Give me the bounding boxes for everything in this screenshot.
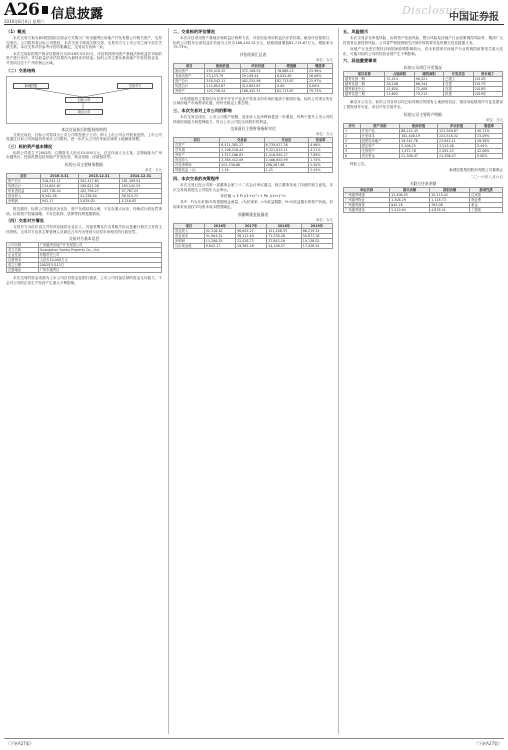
table-cell: 98,521 xyxy=(414,77,443,82)
table-cell: 6,025.65 xyxy=(275,73,307,78)
related-party-table xyxy=(343,187,503,213)
table-header-cell: 评估价值 xyxy=(240,63,275,68)
heading: （1）概况 xyxy=(6,29,26,34)
table-cell: 26.06% xyxy=(307,73,332,78)
paragraph: 本次交易已经公司第一届董事会第三十二次会议审议通过，独立董事发表了同意的独立意见。本次交易尚需提交公司股东大会审议。 xyxy=(173,183,333,192)
table-cell: 广州越秀商管 xyxy=(344,203,390,208)
table-cell: 有限责任公司 xyxy=(38,253,161,258)
table-header-cell: 单位名称 xyxy=(344,188,390,193)
table-caption: 标的公司项目开发情况 xyxy=(404,65,442,71)
table-cell: 固定资产 xyxy=(360,143,399,148)
table-unit: 单位：万元 xyxy=(316,217,333,222)
table-cell: 1,306.29 xyxy=(390,198,430,203)
table-cell: 11,206.35 xyxy=(204,238,235,243)
counterparty-table xyxy=(6,242,162,273)
table-cell: 1,315,166.83 xyxy=(220,153,264,158)
table-caption: 标的公司主要财务数据 xyxy=(65,161,103,167)
table-header-cell: 增值率 xyxy=(307,63,332,68)
dateline: 2016年8月6日 星期六 xyxy=(4,19,45,24)
table-cell: 76,688.22 xyxy=(275,68,307,73)
table-cell: 1.21 xyxy=(264,168,308,173)
paragraph: 本次交易标的资产的评估基准日为2016年3月31日，评估机构采用资产基础法和收益法对标的资产进行评估，并以收益法评估结果作为最终评估结论。标的公司主要从事房地产开发经营业务，开发项目位于广州市核心区域。 xyxy=(6,51,162,65)
table-cell: 24,692 xyxy=(385,92,414,97)
table-cell: 2018年 xyxy=(473,87,502,92)
heading: 五、风险提示 xyxy=(343,29,369,34)
table-cell: 58,112.49 xyxy=(235,233,266,238)
table-cell: 营业收入 xyxy=(174,158,220,163)
table-header-cell: 交易前 xyxy=(220,138,264,143)
table-cell: 2.50% xyxy=(309,163,333,168)
table-unit: 单位：万元 xyxy=(145,167,162,172)
table-cell: 自由现金流 xyxy=(174,243,205,248)
heading: （四）交易对方情况 xyxy=(6,218,44,224)
table-row xyxy=(174,168,333,173)
table-cell: 21,306.47 xyxy=(438,153,476,158)
table-cell: 公司名称 xyxy=(7,243,39,248)
table-cell: 17,428.91 xyxy=(301,243,332,248)
table-cell: 2 xyxy=(344,133,361,138)
column-3 xyxy=(343,28,503,734)
table-header-cell: 资产名称 xyxy=(360,123,399,128)
table-cell: 71,530.26 xyxy=(267,233,302,238)
table-cell: 5,106,218.44 xyxy=(220,148,264,153)
table-cell: 1.74% xyxy=(309,158,333,163)
table-cell: 41,238.90 xyxy=(78,193,120,198)
table-cell: 3.44% xyxy=(475,143,502,148)
table-cell: 8,542.36 xyxy=(40,193,78,198)
table-cell: 6,421,385.27 xyxy=(220,143,264,148)
table-header-cell: 项目 xyxy=(174,63,205,68)
masthead xyxy=(4,2,504,24)
table-header-cell: 序号 xyxy=(344,123,361,128)
paragraph: 标的公司成立于2003年，注册资本人民币10,000万元，法定代表人为王某，注册地址为广州市越秀区，经营范围包括房地产开发经营、物业管理、房屋租赁等。 xyxy=(6,150,162,160)
table-cell: 4,216.83 xyxy=(120,198,162,203)
table-cell: 36,519.72 xyxy=(120,193,162,198)
table-cell: 4.21% xyxy=(309,148,333,153)
table-cell: 2,406,650.99 xyxy=(264,158,308,163)
table-cell: 121,408.33 xyxy=(267,228,302,233)
table-cell: 1,418,905.27 xyxy=(264,153,308,158)
diagram-box: 交易对方 xyxy=(117,83,153,89)
table-cell: 负债合计 xyxy=(174,83,205,88)
table-cell: 投资性房地产 xyxy=(360,138,399,143)
paragraph: 截至本公告日，标的公司各项目均已取得相应的国有土地使用权证、建设用地规划许可证及建设工程规划许可证，项目开发手续齐全。 xyxy=(343,100,503,109)
valuation-formula: 评估值 = Σ Fi /(1+r)^i + Pn /(1+r)^n xyxy=(220,194,286,199)
table-cell: 注册地址 xyxy=(7,268,39,273)
table-cell: 1,472.78 xyxy=(400,148,438,153)
table-cell: 成立日期 xyxy=(7,263,39,268)
projects-table xyxy=(343,71,503,97)
table-cell: 0.00% xyxy=(475,153,502,158)
table-caption: 交易对方基本信息 xyxy=(68,236,100,242)
table-cell: 28.58% xyxy=(475,138,502,143)
column-1 xyxy=(6,28,162,734)
table-header-cell: 2015.12.31 xyxy=(78,173,120,178)
table-cell: 206,567.68 xyxy=(264,163,308,168)
valuation-table xyxy=(173,63,333,94)
table-cell: 19,136.02 xyxy=(301,238,332,243)
table-cell: 281,309.54 xyxy=(120,178,162,183)
table-header-cell: 开发状态 xyxy=(444,72,473,77)
table-cell: 22,418.73 xyxy=(235,238,266,243)
table-header-cell: 项目 xyxy=(7,173,41,178)
table-caption: 交易前后主要财务指标对比 xyxy=(230,126,276,132)
table-cell: 在建 xyxy=(444,82,473,87)
table-cell: 2019年 xyxy=(473,92,502,97)
table-cell: 201,538.66 xyxy=(220,163,264,168)
table-cell: 2,092.25 xyxy=(438,148,476,153)
table-cell: 无形资产 xyxy=(360,148,399,153)
table-cell: 总资产 xyxy=(174,143,220,148)
table-row xyxy=(344,153,503,158)
table-header-cell: 2017年 xyxy=(235,223,266,228)
table-cell: 营业成本 xyxy=(174,233,205,238)
table-cell: 2017年 xyxy=(473,82,502,87)
table-cell: 182,406.19 xyxy=(400,133,438,138)
table-cell: 4.96% xyxy=(309,143,333,148)
table-cell: 21,306.47 xyxy=(400,153,438,158)
paragraph: 本次评估采用资产基础法和收益法两种方法，评估结论采用收益法评估结果。截至评估基准日，标的公司股东全部权益评估值为人民币186,452.31万元，较账面值增值82,713.87万元，增值率为79.73%。 xyxy=(173,36,333,50)
top-rule xyxy=(4,24,504,25)
table-header-cell: 评估价值 xyxy=(438,123,476,128)
table-cell: 121,309.87 xyxy=(438,128,476,133)
column-2 xyxy=(173,28,333,734)
table-row xyxy=(344,92,503,97)
table-cell: 0.00% xyxy=(307,83,332,88)
table-cell: 372,106.54 xyxy=(240,68,275,73)
paragraph: 报告期内，标的公司经营状况良好，资产负债结构合理，不存在重大诉讼、仲裁或行政处罚事项。标的资产权属清晰，不存在抵押、质押等权利受限情形。 xyxy=(6,206,162,216)
table-cell: 79.73% xyxy=(307,88,332,93)
table-header-cell: 项目名称 xyxy=(344,72,385,77)
table-unit: 单位：万元 xyxy=(316,132,333,137)
table-cell: 86,215.43 xyxy=(400,128,438,133)
table-cell: 9,842.17 xyxy=(204,243,235,248)
forecast-table xyxy=(173,223,333,249)
table-cell: 5,321,022.11 xyxy=(264,148,308,153)
table-caption: 预测期现金流量表 xyxy=(237,211,269,217)
table-cell: 15,820 xyxy=(385,87,414,92)
paragraph: 特此公告。 xyxy=(350,161,368,166)
diagram-connectors xyxy=(7,77,161,123)
column-divider xyxy=(168,28,169,734)
table-cell: 1 xyxy=(344,128,361,133)
table-caption: 评估结果汇总表 xyxy=(239,51,267,57)
table-cell: 负债合计 xyxy=(7,183,41,188)
paragraph: 房地产行业受宏观经济和国家政策影响较大，若未来国家对房地产行业的调控政策发生重大变化，可能对标的公司的经营业绩产生不利影响。 xyxy=(343,47,503,56)
heading: 六、其他重要事项 xyxy=(343,58,377,64)
paragraph: 本次交易完成后，上市公司资产规模、营业收入及净利润将进一步增加，有利于提升上市公司的持续经营能力和盈利能力，符合上市公司及全体股东的利益。 xyxy=(173,114,333,124)
table-cell: 2014年 xyxy=(473,77,502,82)
table-header-cell: 2016年 xyxy=(204,223,235,228)
paragraph: 本次交易方案为新城控股拟以现金方式购买广州市越秀区房地产开发有限公司相关资产，交易完成后，公司将持有目标公司股权，本次交易不构成关联交易，交易对方与上市公司之间不存在关联关系。本次交易对价参考评估结果确定，交易双方协商一致。 xyxy=(6,36,162,50)
table-cell: 工程款 xyxy=(470,208,503,213)
table-cell: 31,904.22 xyxy=(204,233,235,238)
table-cell: 23,842.11 xyxy=(438,138,476,143)
table-cell: 4 xyxy=(344,143,361,148)
table-cell: 3,215.08 xyxy=(438,143,476,148)
table-cell: 10,215.42 xyxy=(430,193,470,198)
table-cell: 103,738.44 xyxy=(205,88,240,93)
financial-table xyxy=(6,173,162,204)
table-cell: 186,452.31 xyxy=(240,88,275,93)
table-cell: 199,621.38 xyxy=(78,183,120,188)
table-header-cell: 期初余额 xyxy=(430,188,470,193)
table-cell: 18,542.76 xyxy=(400,138,438,143)
page-number: A26 xyxy=(4,0,40,20)
paragraph: 交易对方为依法设立并有效存续的企业法人，具备签署本次交易相关协议及履行相关义务的主体资格。交易对方及其主要管理人员最近五年内未受到与证券市场相关的行政处罚。 xyxy=(6,225,162,234)
table-cell: 广州越秀城建 xyxy=(344,193,390,198)
table-cell: 越秀花园一期 xyxy=(344,77,385,82)
table-header-cell: 2014.12.31 xyxy=(120,173,162,178)
table-row xyxy=(7,198,162,203)
table-header-cell: 项目 xyxy=(174,138,220,143)
table-header-cell: 建筑面积 xyxy=(414,72,443,77)
table-cell: 842.16 xyxy=(390,203,430,208)
table-cell: 98,645.27 xyxy=(235,228,266,233)
table-cell: 3,108.25 xyxy=(400,143,438,148)
table-cell: 2.54% xyxy=(309,168,333,173)
table-cell: 流动资产 xyxy=(174,68,205,73)
table-cell: 82,713.87 xyxy=(275,88,307,93)
comparison-table xyxy=(173,137,333,173)
table-cell: 营业收入 xyxy=(7,193,41,198)
table-cell: 2003年5月12日 xyxy=(38,263,161,268)
table-header-cell: 增值额 xyxy=(275,63,307,68)
table-cell: 24,108.57 xyxy=(267,243,302,248)
paragraph: 本次交易的资金来源为上市公司自有资金及银行借款，上市公司具备足够的资金支付能力，不会对公司的正常生产经营产生重大不利影响。 xyxy=(6,276,162,285)
table-cell: 往来款 xyxy=(470,193,503,198)
table-cell: 4,876.51 xyxy=(430,208,470,213)
paragraph: 评估增值的主要原因为存货中开发产品及开发成本的市场价值高于账面价值。标的公司项目所在区域房地产市场需求旺盛，房价呈稳定上涨态势。 xyxy=(173,96,333,106)
table-header-cell: 增值率 xyxy=(475,123,502,128)
table-cell: 19,365.28 xyxy=(235,243,266,248)
table-cell: 42.06% xyxy=(475,148,502,153)
heading: （三）标的资产基本情况 xyxy=(6,143,53,149)
table-cell: 6 xyxy=(344,153,361,158)
table-cell: 214,803.67 xyxy=(205,83,240,88)
table-cell: 12,408.55 xyxy=(390,193,430,198)
table-cell: 越秀花园三期 xyxy=(344,92,385,97)
table-cell: 物业费 xyxy=(470,198,503,203)
table-cell: 货币资金 xyxy=(360,153,399,158)
heading: 四、本次交易的决策程序 xyxy=(173,176,220,182)
table-cell: 97,767.25 xyxy=(120,188,162,193)
diagram-box: 新城控股 xyxy=(13,83,49,89)
table-header-cell: 2019年 xyxy=(301,223,332,228)
signature-line: 新城控股集团股份有限公司董事会 xyxy=(449,168,503,173)
table-cell: 224,518.32 xyxy=(438,133,476,138)
table-cell: 企业性质 xyxy=(7,253,39,258)
heading: （二）交易结构 xyxy=(6,67,36,73)
table-cell: 租金 xyxy=(470,203,503,208)
table-header-cell: 期末余额 xyxy=(390,188,430,193)
table-cell: 79,215 xyxy=(414,92,443,97)
table-cell: 开发成本 xyxy=(360,133,399,138)
table-cell: 295,418.32 xyxy=(205,68,240,73)
table-unit: 单位：万元 xyxy=(316,57,333,62)
table-row xyxy=(7,268,162,273)
table-cell: 214,803.67 xyxy=(240,83,275,88)
table-header-cell: 变动率 xyxy=(309,138,333,143)
table-header-cell: 占地面积 xyxy=(385,72,414,77)
table-cell: 英文名称 xyxy=(7,248,39,253)
table-cell: 非流动资产 xyxy=(174,73,205,78)
table-cell: 7.89% xyxy=(309,153,333,158)
paragraph: 其中：Fi为未来第i年的预期现金流量，r为折现率，n为收益期限，Pn为收益期末的资产价值。折现率采用加权平均资本成本模型确定。 xyxy=(173,200,333,209)
diagram-box: 目标公司 xyxy=(65,97,103,103)
table-header-cell: 项目 xyxy=(174,223,205,228)
table-header-cell: 交易后 xyxy=(264,138,308,143)
table-cell: 广州市越秀区 xyxy=(38,268,161,273)
table-cell: 6,739,927.38 xyxy=(264,143,308,148)
table-cell: 28,106 xyxy=(385,82,414,87)
table-cell: 资产总计 xyxy=(174,78,205,83)
table-cell: 942.17 xyxy=(40,198,78,203)
disclosure-label: Disclosure xyxy=(402,4,466,17)
structure-diagram xyxy=(6,76,162,124)
date-line: 二〇一六年八月六日 xyxy=(470,174,503,179)
table-cell: 86,344 xyxy=(414,82,443,87)
table-cell: 拟建 xyxy=(444,92,473,97)
section-title: 信息披露 xyxy=(51,7,104,22)
table-cell: 越秀花园二期 xyxy=(344,82,385,87)
table-cell: 归母净利润 xyxy=(174,163,220,168)
table-cell: 净利润 xyxy=(174,238,205,243)
continuation-note: （下转A27版） xyxy=(474,741,502,746)
table-cell: 1.18 xyxy=(220,168,264,173)
table-cell: 25.96% xyxy=(307,68,332,73)
table-cell: 3 xyxy=(344,138,361,143)
table-cell: 营业收入 xyxy=(174,228,205,233)
table-cell: 23.09% xyxy=(475,133,502,138)
column-divider xyxy=(338,28,339,734)
table-header-cell: 账面价值 xyxy=(400,123,438,128)
table-row xyxy=(174,88,333,93)
table-cell: 0.00 xyxy=(275,83,307,88)
table-cell: Guangzhou Yuexiu Property Co., Ltd. xyxy=(38,248,161,253)
table-header-cell: 2018年 xyxy=(267,223,302,228)
table-cell: 40.71% xyxy=(475,128,502,133)
table-cell: 1,118.73 xyxy=(430,198,470,203)
table-cell: 23,123.79 xyxy=(205,73,240,78)
table-cell: 广州越秀房地产开发有限公司 xyxy=(38,243,161,248)
table-cell: 50,877.18 xyxy=(301,233,332,238)
table-cell: 318,542.11 xyxy=(40,178,78,183)
table-cell: 763.08 xyxy=(430,203,470,208)
table-cell: 所有者权益 xyxy=(7,188,41,193)
table-cell: 人民币10,000万元 xyxy=(38,258,161,263)
table-header-cell: 预计竣工 xyxy=(473,72,502,77)
table-cell: 5,219.84 xyxy=(390,208,430,213)
table-cell: 401,255.98 xyxy=(240,78,275,83)
section-bullet-icon xyxy=(42,6,48,14)
table-cell: 302,417.65 xyxy=(78,178,120,183)
diagram-box: 项目公司 xyxy=(65,109,103,115)
table-cell: 29,149.44 xyxy=(240,73,275,78)
table-cell: 5,029.02 xyxy=(78,198,120,203)
table-cell: 总负债 xyxy=(174,148,220,153)
table-cell: 净资产 xyxy=(174,88,205,93)
diagram-caption: 本次交易前后的股权结构图 xyxy=(61,126,107,132)
table-cell: 广州越秀建设 xyxy=(344,208,390,213)
table-cell: 越秀商业中心 xyxy=(344,87,385,92)
table-cell: 86,219.54 xyxy=(301,228,332,233)
newspaper-logo: 中国证券报 xyxy=(449,12,499,23)
table-cell: 已竣工 xyxy=(444,77,473,82)
table-cell: 102,796.27 xyxy=(78,188,120,193)
assets-table xyxy=(343,123,503,159)
table-cell: 32,415 xyxy=(385,77,414,82)
table-cell: 52,318.40 xyxy=(204,228,235,233)
table-cell: 净利润 xyxy=(7,198,41,203)
table-cell: 214,803.67 xyxy=(40,183,78,188)
table-header-cell: 款项性质 xyxy=(470,188,503,193)
heading: 三、本次交易对上市公司的影响 xyxy=(173,107,232,113)
table-cell: 注册资本 xyxy=(7,258,39,263)
table-header-cell: 账面价值 xyxy=(205,63,240,68)
table-cell: 每股收益（元） xyxy=(174,168,220,173)
heading: 二、交易标的评估情况 xyxy=(173,29,215,34)
paragraph: 交易完成后，目标公司将成为上市公司的控股子公司，纳入上市公司合并报表范围。上市公司将通过目标公司间接持有项目公司股权，进一步扩大公司在华南区域的土地储备规模。 xyxy=(6,132,162,142)
table-cell: 5 xyxy=(344,148,361,153)
table-cell: 在建 xyxy=(444,87,473,92)
table-cell: 广州越秀物业 xyxy=(344,198,390,203)
table-cell: 82,713.87 xyxy=(275,78,307,83)
table-row xyxy=(344,208,503,213)
table-caption: 标的公司主要资产明细 xyxy=(404,111,442,117)
table-header-cell: 2016.3.31 xyxy=(40,173,78,178)
table-row xyxy=(174,243,333,248)
table-cell: 净资产 xyxy=(174,153,220,158)
continuation-note: （下转A27版） xyxy=(6,741,34,746)
table-cell: 资产总计 xyxy=(7,178,41,183)
paragraph: 本次交易存在审批风险、标的资产估值风险、整合风险及房地产行业政策调控风险等，敬请广大投资者注意投资风险。公司将严格按照相关法律法规的要求及时履行信息披露义务。 xyxy=(343,36,503,45)
table-cell: 318,542.11 xyxy=(205,78,240,83)
table-cell: 25.97% xyxy=(307,78,332,83)
table-cell: 103,738.44 xyxy=(40,188,78,193)
table-cell: 2,365,412.09 xyxy=(220,158,264,163)
table-cell: 72,408 xyxy=(414,87,443,92)
table-cell: 开发产品 xyxy=(360,128,399,133)
table-cell: 183,542.29 xyxy=(120,183,162,188)
bottom-rule xyxy=(4,738,504,739)
table-cell: 27,842.16 xyxy=(267,238,302,243)
table-caption: 关联方往来余额 xyxy=(409,181,437,187)
table-unit: 单位：万元 xyxy=(486,117,503,122)
